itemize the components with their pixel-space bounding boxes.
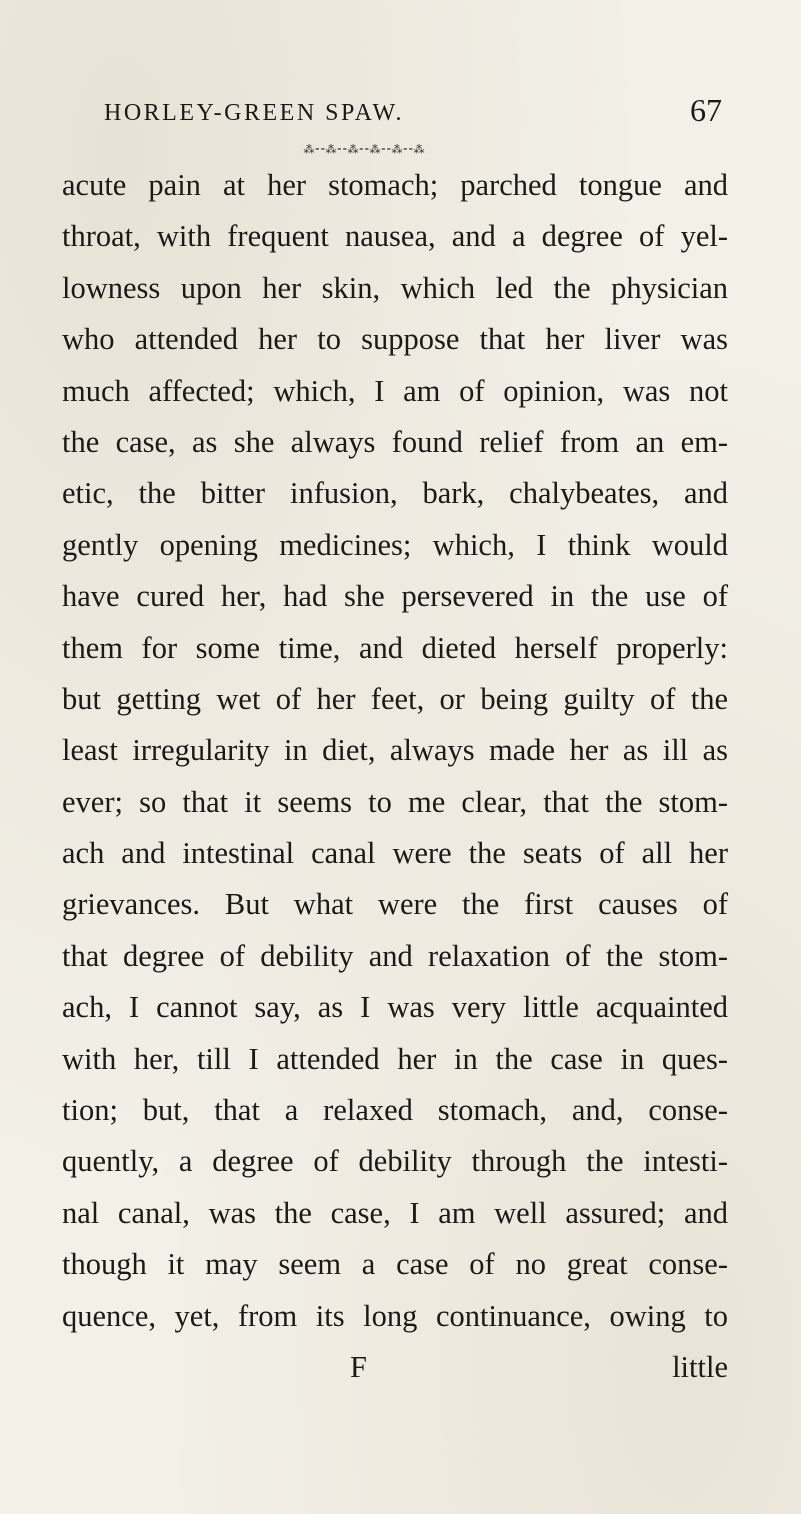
text-line: quently, a degree of debility through the intesti-: [62, 1144, 728, 1179]
text-line: with her, till I attended her in the case in ques-: [62, 1041, 728, 1076]
text-line: who attended her to suppose that her liver was: [62, 322, 728, 357]
text-line: but getting wet of her feet, or being guilty of the: [62, 681, 728, 716]
text-line: etic, the bitter infusion, bark, chalybeates, and: [62, 476, 728, 511]
catchword: little: [672, 1349, 728, 1384]
text-line: lowness upon her skin, which led the physician: [62, 270, 728, 305]
header-ornament: ⁂⁃⁃⁂⁃⁃⁂⁃⁃⁂⁃⁃⁂⁃⁃⁂: [303, 144, 425, 156]
text-line: least irregularity in diet, always made her as ill as: [62, 733, 728, 768]
signature-mark: F: [350, 1349, 367, 1384]
text-line: them for some time, and dieted herself properly:: [62, 630, 728, 665]
text-line: have cured her, had she persevered in the use of: [62, 579, 728, 614]
text-line: that degree of debility and relaxation of the stom-: [62, 938, 728, 973]
text-line: grievances. But what were the first causes of: [62, 887, 728, 922]
text-line: tion; but, that a relaxed stomach, and, conse-: [62, 1093, 728, 1128]
text-line: gently opening medicines; which, I think would: [62, 527, 728, 562]
text-line: though it may seem a case of no great conse-: [62, 1247, 728, 1282]
running-head: HORLEY-GREEN SPAW.: [104, 100, 404, 126]
text-line: throat, with frequent nausea, and a degree of yel-: [62, 219, 728, 254]
footer-line: [62, 1342, 728, 1393]
text-line: much affected; which, I am of opinion, was not: [62, 373, 728, 408]
text-line: quence, yet, from its long continuance, owing to: [62, 1298, 728, 1333]
text-line: ach and intestinal canal were the seats of all her: [62, 836, 728, 871]
page-header: [104, 92, 722, 136]
body-text: [62, 160, 728, 1393]
text-line: acute pain at her stomach; parched tongue and: [62, 168, 728, 202]
page-number: 67: [690, 92, 722, 128]
text-line: ach, I cannot say, as I was very little acquainted: [62, 990, 728, 1025]
text-line: the case, as she always found relief from an em-: [62, 424, 728, 459]
text-line: nal canal, was the case, I am well assured; and: [62, 1195, 728, 1230]
text-line: ever; so that it seems to me clear, that the stom-: [62, 784, 728, 819]
